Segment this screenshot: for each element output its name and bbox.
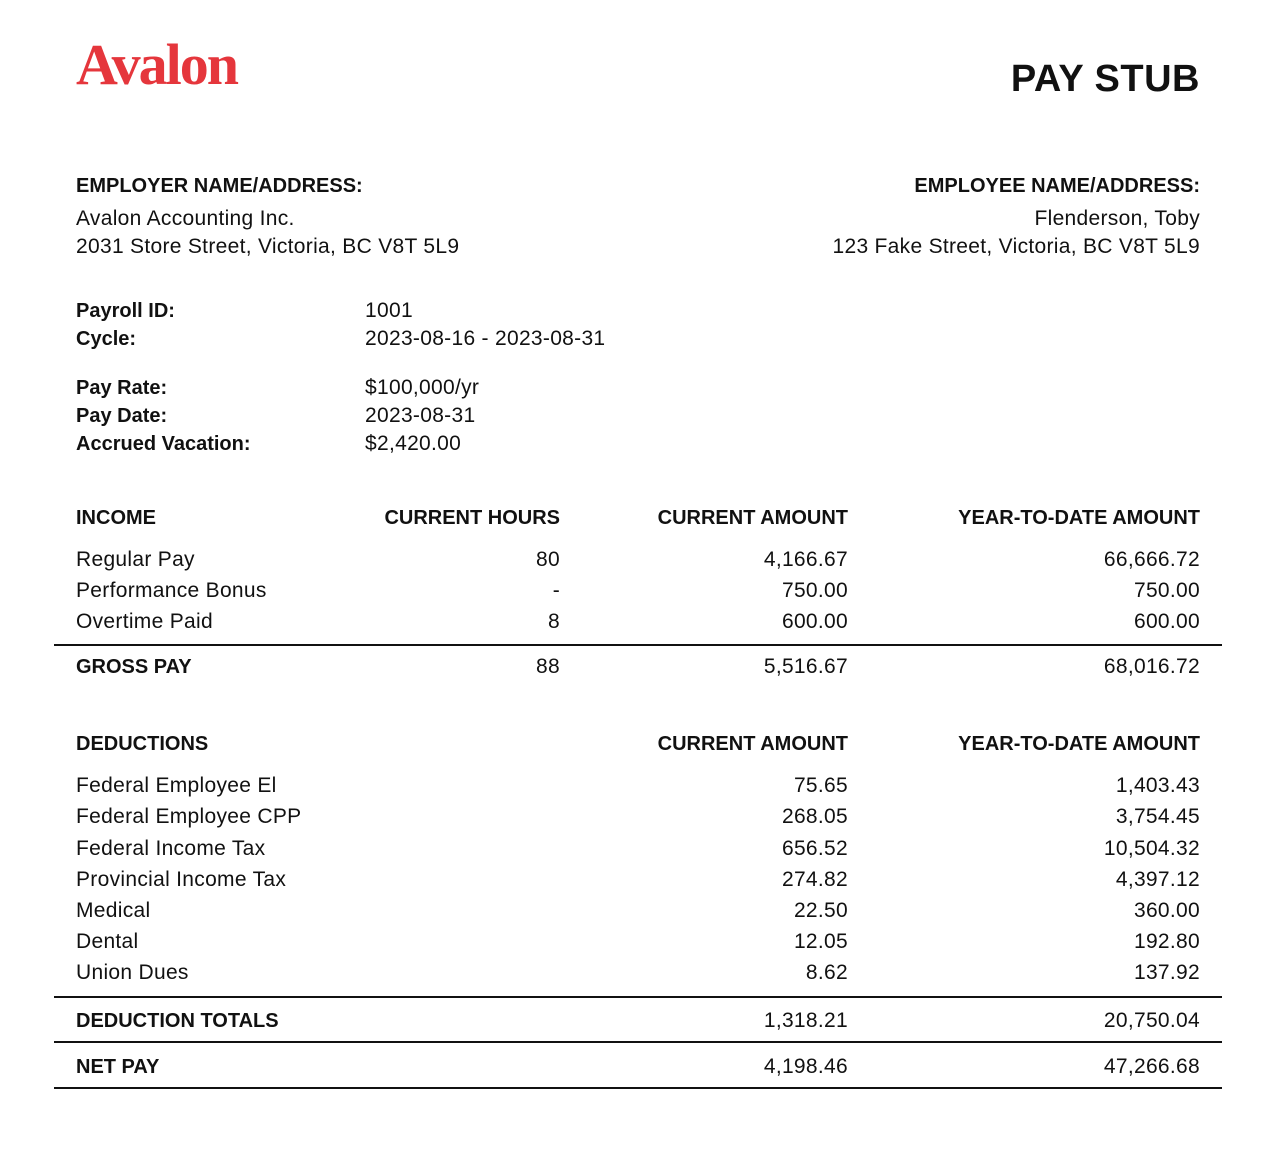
employee-label: EMPLOYEE NAME/ADDRESS: bbox=[914, 175, 1200, 197]
deduction-row-label: Dental bbox=[76, 930, 139, 953]
deduction-row-current: 656.52 bbox=[781, 837, 848, 860]
net-pay-divider bbox=[54, 1041, 1222, 1043]
net-pay-current: 4,198.46 bbox=[763, 1055, 848, 1078]
deduction-row-label: Medical bbox=[76, 899, 151, 922]
income-row-label: Performance Bonus bbox=[76, 579, 267, 602]
deduction-row-ytd: 4,397.12 bbox=[1115, 868, 1200, 891]
deduction-totals-ytd: 20,750.04 bbox=[1103, 1009, 1200, 1032]
deduction-row-label: Provincial Income Tax bbox=[76, 868, 287, 891]
deduction-totals-current: 1,318.21 bbox=[763, 1009, 848, 1032]
pay-rate-value: $100,000/yr bbox=[365, 376, 480, 399]
gross-pay-divider bbox=[54, 644, 1222, 646]
deduction-row-ytd: 137.92 bbox=[1133, 961, 1200, 984]
deduction-totals-label: DEDUCTION TOTALS bbox=[76, 1010, 279, 1032]
deductions-header: DEDUCTIONS bbox=[76, 733, 209, 755]
deduction-row-ytd: 192.80 bbox=[1133, 930, 1200, 953]
pay-rate-label: Pay Rate: bbox=[76, 377, 168, 399]
deduction-row-current: 22.50 bbox=[793, 899, 848, 922]
income-row-hours: - bbox=[552, 579, 560, 602]
pay-date-value: 2023-08-31 bbox=[365, 404, 476, 427]
net-pay-ytd: 47,266.68 bbox=[1103, 1055, 1200, 1078]
income-row-label: Overtime Paid bbox=[76, 610, 213, 633]
income-row-ytd: 600.00 bbox=[1133, 610, 1200, 633]
deductions-current-header: CURRENT AMOUNT bbox=[657, 733, 848, 755]
income-row-hours: 80 bbox=[536, 548, 560, 571]
ytd-amount-header: YEAR-TO-DATE AMOUNT bbox=[958, 507, 1200, 529]
deduction-row-ytd: 3,754.45 bbox=[1115, 805, 1200, 828]
deduction-row-label: Federal Employee CPP bbox=[76, 805, 302, 828]
payroll-id-label: Payroll ID: bbox=[76, 300, 175, 322]
employee-name: Flenderson, Toby bbox=[1034, 207, 1200, 230]
gross-pay-label: GROSS PAY bbox=[76, 656, 192, 678]
gross-pay-hours: 88 bbox=[536, 655, 560, 678]
income-row-hours: 8 bbox=[548, 610, 560, 633]
employer-name: Avalon Accounting Inc. bbox=[76, 207, 295, 230]
deduction-row-label: Federal Income Tax bbox=[76, 837, 266, 860]
income-row-current: 750.00 bbox=[781, 579, 848, 602]
deduction-row-ytd: 1,403.43 bbox=[1115, 774, 1200, 797]
income-row-current: 4,166.67 bbox=[763, 548, 848, 571]
current-hours-header: CURRENT HOURS bbox=[384, 507, 560, 529]
bottom-divider bbox=[54, 1087, 1222, 1089]
cycle-value: 2023-08-16 - 2023-08-31 bbox=[365, 327, 606, 350]
employer-address: 2031 Store Street, Victoria, BC V8T 5L9 bbox=[76, 235, 460, 258]
page-title: PAY STUB bbox=[1010, 58, 1200, 100]
income-row-label: Regular Pay bbox=[76, 548, 195, 571]
employee-address: 123 Fake Street, Victoria, BC V8T 5L9 bbox=[832, 235, 1200, 258]
income-row-ytd: 66,666.72 bbox=[1103, 548, 1200, 571]
gross-pay-current: 5,516.67 bbox=[763, 655, 848, 678]
deduction-totals-divider bbox=[54, 996, 1222, 998]
current-amount-header: CURRENT AMOUNT bbox=[657, 507, 848, 529]
payroll-id-value: 1001 bbox=[365, 299, 413, 322]
employer-label: EMPLOYER NAME/ADDRESS: bbox=[76, 175, 363, 197]
gross-pay-ytd: 68,016.72 bbox=[1103, 655, 1200, 678]
avalon-logo: Avalon bbox=[76, 32, 237, 97]
pay-date-label: Pay Date: bbox=[76, 405, 168, 427]
income-row-ytd: 750.00 bbox=[1133, 579, 1200, 602]
deduction-row-current: 75.65 bbox=[793, 774, 848, 797]
deductions-ytd-header: YEAR-TO-DATE AMOUNT bbox=[958, 733, 1200, 755]
accrued-vacation-label: Accrued Vacation: bbox=[76, 433, 251, 455]
cycle-label: Cycle: bbox=[76, 328, 137, 350]
deduction-row-current: 8.62 bbox=[805, 961, 848, 984]
deduction-row-label: Federal Employee El bbox=[76, 774, 277, 797]
deduction-row-current: 274.82 bbox=[781, 868, 848, 891]
income-header: INCOME bbox=[76, 507, 156, 529]
accrued-vacation-value: $2,420.00 bbox=[365, 432, 462, 455]
income-row-current: 600.00 bbox=[781, 610, 848, 633]
deduction-row-label: Union Dues bbox=[76, 961, 189, 984]
deduction-row-current: 12.05 bbox=[793, 930, 848, 953]
deduction-row-current: 268.05 bbox=[781, 805, 848, 828]
deduction-row-ytd: 10,504.32 bbox=[1103, 837, 1200, 860]
net-pay-label: NET PAY bbox=[76, 1056, 160, 1078]
deduction-row-ytd: 360.00 bbox=[1133, 899, 1200, 922]
